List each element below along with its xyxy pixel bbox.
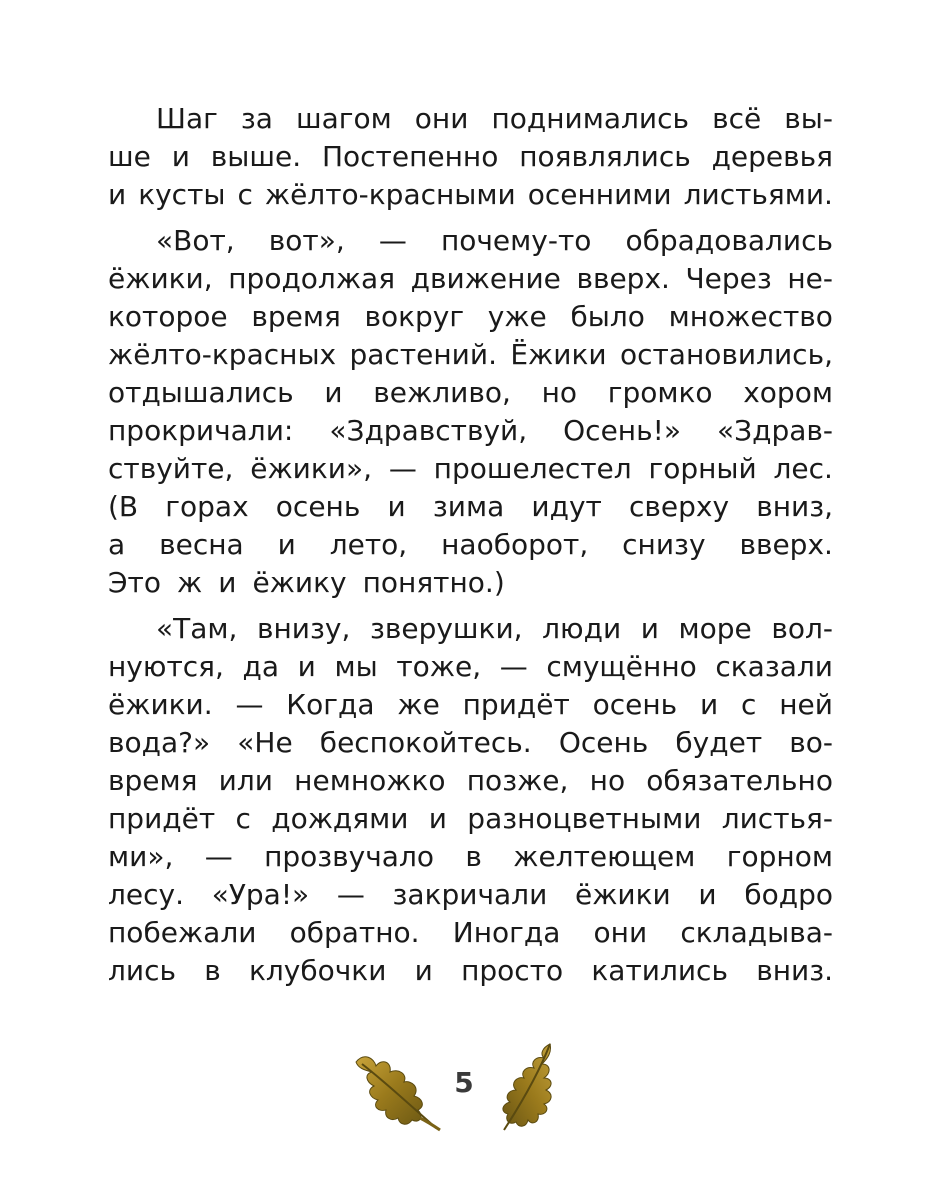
word: бодро: [744, 878, 833, 911]
word: кусты: [138, 178, 226, 211]
text-line: [108, 914, 833, 952]
text-line: [108, 336, 833, 374]
word: ёжики,: [108, 262, 213, 295]
word: горах: [165, 490, 249, 523]
word: и: [698, 878, 717, 911]
word: отдышались: [108, 376, 294, 409]
word: «Ура!»: [211, 878, 310, 911]
word: жёлто-красных: [108, 338, 337, 371]
word: Ёжики: [510, 338, 607, 371]
word: листья-: [721, 802, 833, 835]
word: внизу,: [257, 612, 351, 645]
word: —: [336, 878, 365, 911]
word: прокричали:: [108, 414, 294, 447]
word: прошелестел: [433, 452, 632, 485]
word: вокруг: [364, 300, 465, 333]
word: с: [237, 178, 253, 211]
word: осенними: [527, 178, 672, 211]
word: нуются,: [108, 650, 224, 683]
word: и: [387, 490, 406, 523]
text-line: [108, 450, 833, 488]
text-line: [108, 800, 833, 838]
text-line: [108, 138, 833, 176]
word: лись: [108, 954, 176, 987]
word: ёжики»,: [250, 452, 373, 485]
word: громко: [607, 376, 713, 409]
word: и: [640, 612, 659, 645]
word: осень: [592, 688, 678, 721]
word: —: [378, 224, 407, 257]
word: прозвучало: [264, 840, 434, 873]
word: которое: [108, 300, 228, 333]
text-line: [108, 648, 833, 686]
word: Постепенно: [321, 140, 499, 173]
word: море: [678, 612, 752, 645]
word: лес.: [773, 452, 833, 485]
text-line: [108, 412, 833, 450]
word: и: [324, 376, 343, 409]
text-line: [108, 876, 833, 914]
word: за: [240, 102, 273, 135]
text-line: [108, 298, 833, 336]
word: Осень: [558, 726, 649, 759]
text-line: [108, 488, 833, 526]
word: обратно.: [289, 916, 420, 949]
word: но: [541, 376, 578, 409]
word: зима: [432, 490, 505, 523]
word: горном: [726, 840, 833, 873]
word: они: [414, 102, 469, 135]
word: —: [204, 840, 233, 873]
word: «Здрав-: [717, 414, 833, 447]
word: складыва-: [680, 916, 833, 949]
oak-leaf-icon: [490, 1040, 558, 1132]
word: и: [218, 566, 237, 599]
word: Когда: [286, 688, 375, 721]
word: множество: [668, 300, 833, 333]
word: или: [218, 764, 273, 797]
page-number: 5: [454, 1066, 474, 1099]
word: желтеющем: [513, 840, 696, 873]
word: в: [465, 840, 482, 873]
word: позже,: [466, 764, 569, 797]
word: листьями.: [683, 178, 833, 211]
word: закричали: [392, 878, 548, 911]
word: «Здравствуй,: [329, 414, 528, 447]
word: горный: [648, 452, 757, 485]
word: обязательно: [646, 764, 833, 797]
word: вода?»: [108, 726, 211, 759]
word: будет: [675, 726, 763, 759]
word: вниз,: [756, 490, 833, 523]
text-line: [108, 610, 833, 648]
word: дождями: [271, 802, 409, 835]
text-line: [108, 686, 833, 724]
word: уже: [487, 300, 547, 333]
word: всё: [712, 102, 762, 135]
text-line: [108, 222, 833, 260]
word: вверх.: [576, 262, 670, 295]
word: с: [235, 802, 251, 835]
word: растений.: [349, 338, 497, 371]
text-line: [108, 952, 833, 990]
word: и: [277, 528, 296, 561]
word: «Не: [237, 726, 293, 759]
word: не-: [787, 262, 833, 295]
word: смущённо: [546, 650, 697, 683]
text-line: [108, 564, 833, 602]
word: остановились,: [619, 338, 833, 371]
page-text: [108, 100, 833, 998]
word: обрадовались: [625, 224, 833, 257]
word: в: [204, 954, 221, 987]
word: и: [414, 954, 433, 987]
word: тоже,: [396, 650, 482, 683]
word: немножко: [294, 764, 446, 797]
word: мы: [334, 650, 378, 683]
page-footer: [0, 1040, 927, 1140]
word: наоборот,: [441, 528, 589, 561]
paragraph-1: [108, 100, 833, 214]
text-line: [108, 374, 833, 412]
word: осень: [275, 490, 361, 523]
word: вы-: [784, 102, 833, 135]
word: ми»,: [108, 840, 174, 873]
word: время: [251, 300, 341, 333]
word: да: [242, 650, 280, 683]
word: понятно.): [362, 566, 505, 599]
text-line: [108, 838, 833, 876]
word: во-: [789, 726, 833, 759]
word: Через: [685, 262, 772, 295]
word: время: [108, 764, 198, 797]
word: идут: [531, 490, 602, 523]
word: Осень!»: [563, 414, 681, 447]
word: поднимались: [491, 102, 690, 135]
word: почему-то: [440, 224, 592, 257]
word: —: [388, 452, 417, 485]
word: зверушки,: [369, 612, 523, 645]
word: беспокойтесь.: [319, 726, 532, 759]
word: «Вот,: [156, 224, 235, 257]
word: появлялись: [519, 140, 691, 173]
word: разноцветными: [467, 802, 702, 835]
word: «Там,: [156, 612, 238, 645]
word: ж: [177, 566, 203, 599]
word: ёжику: [252, 566, 347, 599]
text-line: [108, 100, 833, 138]
word: ствуйте,: [108, 452, 234, 485]
word: и: [108, 178, 127, 211]
word: вежливо,: [373, 376, 511, 409]
text-line: [108, 762, 833, 800]
word: хором: [743, 376, 833, 409]
word: побежали: [108, 916, 257, 949]
word: шагом: [295, 102, 392, 135]
word: же: [397, 688, 440, 721]
text-line: [108, 526, 833, 564]
word: люди: [542, 612, 622, 645]
word: лесу.: [108, 878, 184, 911]
word: но: [589, 764, 626, 797]
word: Шаг: [156, 102, 218, 135]
word: вол-: [771, 612, 833, 645]
word: и: [700, 688, 719, 721]
word: с: [741, 688, 757, 721]
word: и: [297, 650, 316, 683]
oak-leaf-icon: [350, 1048, 442, 1132]
word: было: [570, 300, 645, 333]
word: весна: [159, 528, 244, 561]
word: деревья: [711, 140, 833, 173]
word: снизу: [622, 528, 706, 561]
word: (В: [108, 490, 139, 523]
word: просто: [461, 954, 564, 987]
word: вот»,: [268, 224, 345, 257]
word: вниз.: [756, 954, 833, 987]
word: ше: [108, 140, 151, 173]
word: ёжики: [574, 878, 671, 911]
word: Это: [108, 566, 161, 599]
word: —: [499, 650, 528, 683]
word: продолжая: [228, 262, 396, 295]
word: сказали: [715, 650, 833, 683]
word: лето,: [329, 528, 408, 561]
word: они: [593, 916, 648, 949]
word: и: [171, 140, 190, 173]
word: жёлто-красными: [264, 178, 516, 211]
word: ёжики.: [108, 688, 213, 721]
text-line: [108, 724, 833, 762]
word: вверх.: [739, 528, 833, 561]
text-line: [108, 260, 833, 298]
word: —: [235, 688, 264, 721]
word: катились: [591, 954, 728, 987]
word: выше.: [210, 140, 302, 173]
text-line: [108, 176, 833, 214]
word: ней: [779, 688, 833, 721]
word: придёт: [462, 688, 570, 721]
paragraph-2: [108, 222, 833, 602]
word: придёт: [108, 802, 216, 835]
word: и: [428, 802, 447, 835]
word: движение: [410, 262, 561, 295]
word: Иногда: [452, 916, 561, 949]
paragraph-3: [108, 610, 833, 990]
word: клубочки: [248, 954, 387, 987]
word: а: [108, 528, 126, 561]
word: сверху: [629, 490, 730, 523]
